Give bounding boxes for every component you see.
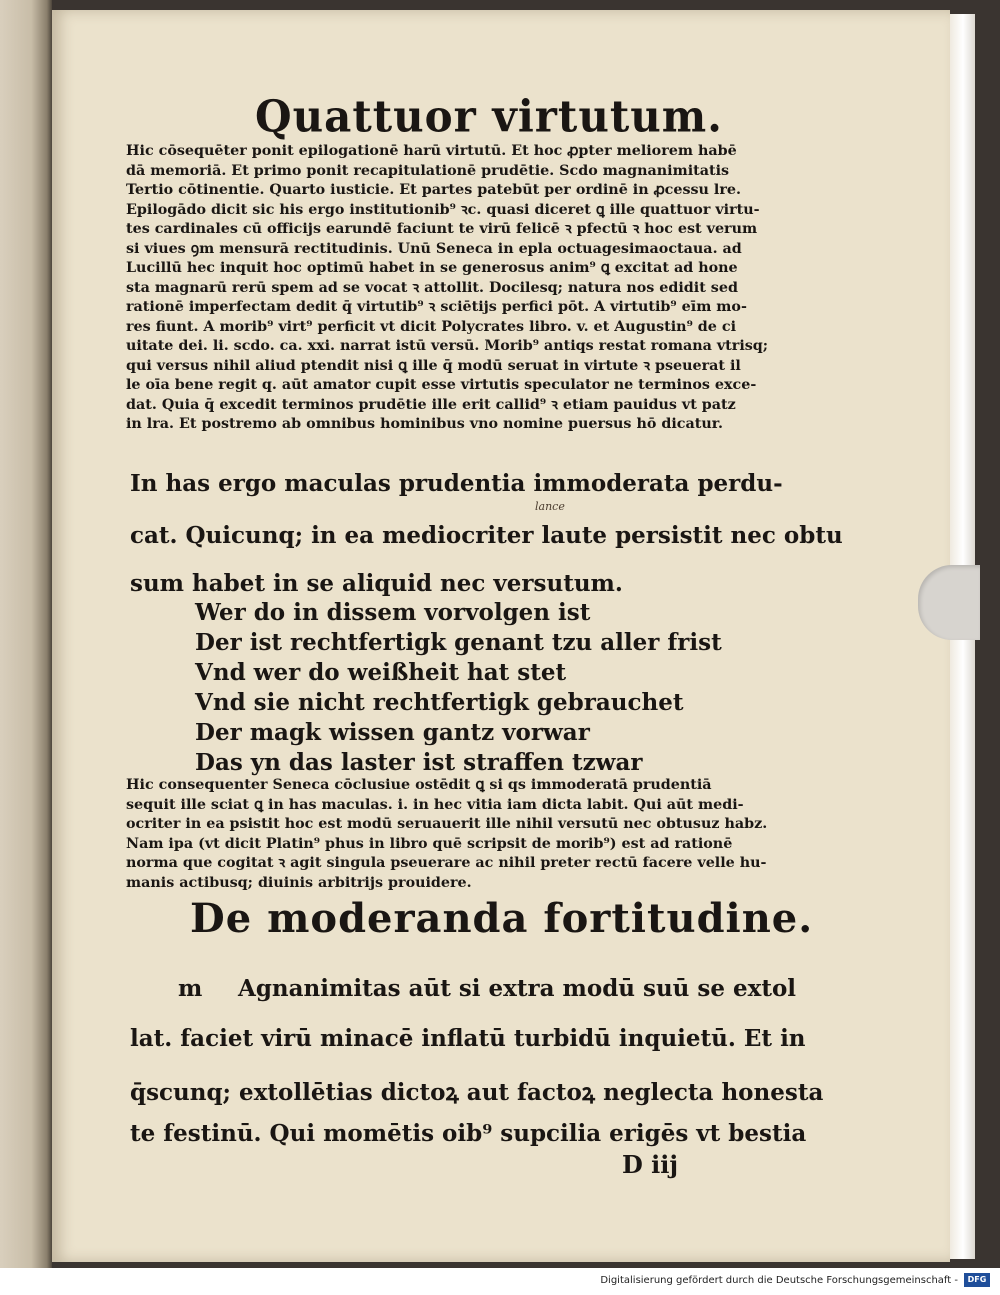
commentary-line: in lra. Et postremo ab omnibus hominibus vno nomine puersus hō dicatur.	[126, 416, 723, 432]
text-line: Agnanimitas aūt si extra modū suū se extol	[238, 975, 797, 1002]
poem-line: Der magk wissen gantz vorwar	[195, 719, 590, 746]
commentary-block	[126, 142, 776, 435]
poem-line: Vnd sie nicht rechtfertigk gebrauchet	[195, 689, 684, 716]
commentary-line: Nam ipa (vt dicit Platin⁹ phus in libro quē scripsit de morib⁹) est ad rationē	[126, 835, 733, 852]
commentary-line: Hic consequenter Seneca cōclusiue ostēdit ꝗ si qs immoderatā prudentiā	[126, 777, 712, 793]
page-title: Quattuor virtutum.	[255, 90, 723, 143]
poem-line: Der ist rechtfertigk genant tzu aller frist	[195, 629, 722, 656]
poem-block	[195, 598, 755, 778]
text-line: te festinū. Qui momētis oib⁹ supcilia erigēs vt bestia	[130, 1120, 807, 1147]
text-line: lat. faciet virū minacē inflatū turbidū inquietū. Et in	[130, 1025, 806, 1052]
commentary-line: res fiunt. A morib⁹ virt⁹ perficit vt dicit Polycrates libro. v. et Augustin⁹ de ci	[126, 318, 737, 335]
text-line: sum habet in se aliquid nec versutum.	[130, 570, 623, 597]
poem-line: Das yn das laster ist straffen tzwar	[195, 749, 643, 776]
commentary-line: sta magnarū rerū spem ad se vocat ꝛ attollit. Docilesq; natura nos edidit sed	[126, 279, 738, 296]
poem-line: Wer do in dissem vorvolgen ist	[195, 599, 591, 626]
commentary-line: rationē imperfectam dedit q̄ virtutib⁹ ꝛ sciētijs perfici pōt. A virtutib⁹ eīm mo-	[126, 299, 747, 315]
commentary-line: sequit ille sciat ꝗ in has maculas. i. in hec vitia iam dicta labit. Qui aūt medi-	[126, 796, 744, 813]
footer-credit: Digitalisierung gefördert durch die Deutsche Forschungsgemeinschaft -	[600, 1275, 958, 1286]
commentary-line: si viues ꝯm mensurā rectitudinis. Unū Seneca in epla octuagesimaoctaua. ad	[126, 240, 742, 257]
footer-bar	[0, 1268, 1000, 1295]
book-gutter	[0, 0, 52, 1268]
text-line: cat. Quicunq; in ea mediocriter laute persistit nec obtu	[130, 522, 843, 549]
commentary-line: Hic cōsequēter ponit epilogationē harū virtutū. Et hoc ꝓpter meliorem habē	[126, 143, 737, 159]
poem-line: Vnd wer do weißheit hat stet	[195, 659, 567, 686]
commentary-line: dat. Quia q̄ excedit terminos prudētie ille erit callid⁹ ꝛ etiam pauidus vt patz	[126, 396, 736, 413]
commentary-line: dā memoriā. Et primo ponit recapitulationē prudētie. Scdo magnanimitatis	[126, 162, 730, 179]
page-clip-bookmark	[918, 565, 980, 640]
commentary-line: le oīa bene regit q. aūt amator cupit esse virtutis speculator ne terminos exce-	[126, 377, 757, 393]
commentary-block-2	[126, 776, 776, 893]
section-heading: De moderanda fortitudine.	[190, 895, 814, 942]
text-line: In has ergo maculas prudentia immoderata perdu-	[130, 470, 783, 497]
commentary-line: norma que cogitat ꝛ agit singula pseuerare ac nihil preter rectū facere velle hu-	[126, 855, 767, 871]
initial-letter: m	[178, 975, 203, 1002]
commentary-line: uitate dei. li. scdo. ca. xxi. narrat istū versū. Morib⁹ antiqs restat romana vtrisq;	[126, 338, 769, 354]
dfg-logo: DFG	[964, 1273, 990, 1287]
commentary-line: qui versus nihil aliud ptendit nisi ꝗ ille q̄ modū seruat in virtute ꝛ pseuerat il	[126, 357, 741, 374]
signature-mark: D iij	[622, 1150, 679, 1179]
commentary-line: manis actibusq; diuinis arbitrijs prouidere.	[126, 874, 472, 891]
commentary-line: ocriter in ea psistit hoc est modū seruauerit ille nihil versutū nec obtusuz habz.	[126, 816, 768, 832]
commentary-line: Lucillū hec inquit hoc optimū habet in se generosus anim⁹ ꝗ excitat ad hone	[126, 260, 738, 276]
commentary-line: tes cardinales cū officijs earundē faciunt te virū felicē ꝛ pfectū ꝛ hoc est verum	[126, 221, 758, 237]
commentary-line: Tertio cōtinentie. Quarto iusticie. Et partes patebūt per ordinē in ꝓcessu lre.	[126, 182, 741, 198]
text-line: q̄scunq; extollētias dictoꝝ aut factoꝝ neglecta honesta	[130, 1079, 824, 1106]
margin-note: lance	[535, 500, 565, 513]
commentary-line: Epilogādo dicit sic his ergo institutionib⁹ ꝛc. quasi diceret ꝗ ille quattuor virtu-	[126, 201, 760, 218]
